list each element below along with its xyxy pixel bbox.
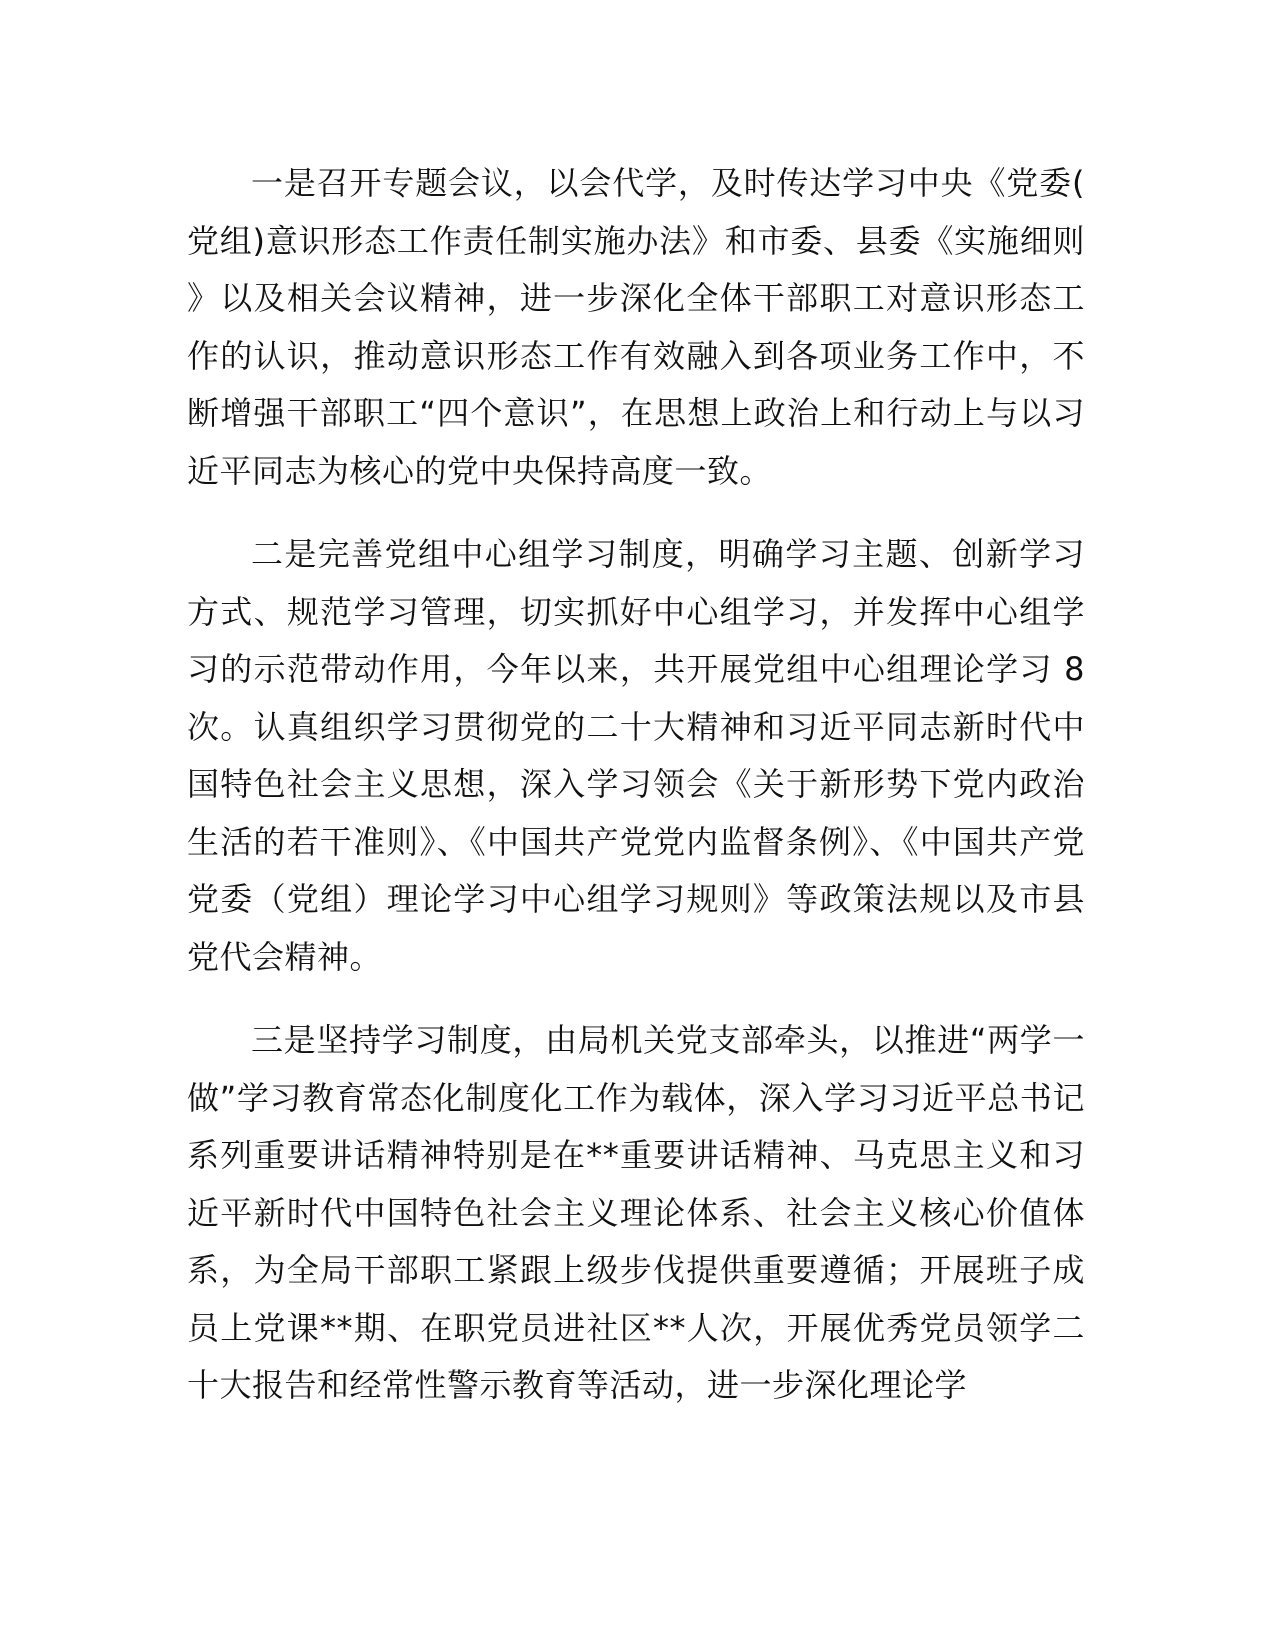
paragraph-2: 二是完善党组中心组学习制度，明确学习主题、创新学习方式、规范学习管理，切实抓好中心组学习，并发挥中心组学习的示范带动作用，今年以来，共开展党组中心组理论学习 8 次。认真组织学习贯彻党的二十大精神和习近平同志新时代中国特色社会主义思想，深入学习领会《关于新形势下党内政治生活的若干准则》、《中国共产党党内监督条例》、《中国共产党党委（党组）理论学习中心组学习规则》等政策法规以及市县党代会精神。: [187, 535, 1085, 976]
paragraph-3: 三是坚持学习制度，由局机关党支部牵头，以推进“两学一做”学习教育常态化制度化工作为载体，深入学习习近平总书记系列重要讲话精神特别是在**重要讲话精神、马克思主义和习近平新时代中国特色社会主义理论体系、社会主义核心价值体系，为全局干部职工紧跟上级步伐提供重要遵循；开展班子成员上党课**期、在职党员进社区**人次，开展优秀党员领学二十大报告和经常性警示教育等活动，进一步深化理论学: [187, 1021, 1085, 1404]
paragraph-1: 一是召开专题会议，以会代学，及时传达学习中央《党委(党组)意识形态工作责任制实施办法》和市委、县委《实施细则》以及相关会议精神，进一步深化全体干部职工对意识形态工作的认识，推动意识形态工作有效融入到各项业务工作中，不断增强干部职工“四个意识”，在思想上政治上和行动上与以习近平同志为核心的党中央保持高度一致。: [187, 164, 1085, 490]
document-body: [187, 155, 1085, 1441]
